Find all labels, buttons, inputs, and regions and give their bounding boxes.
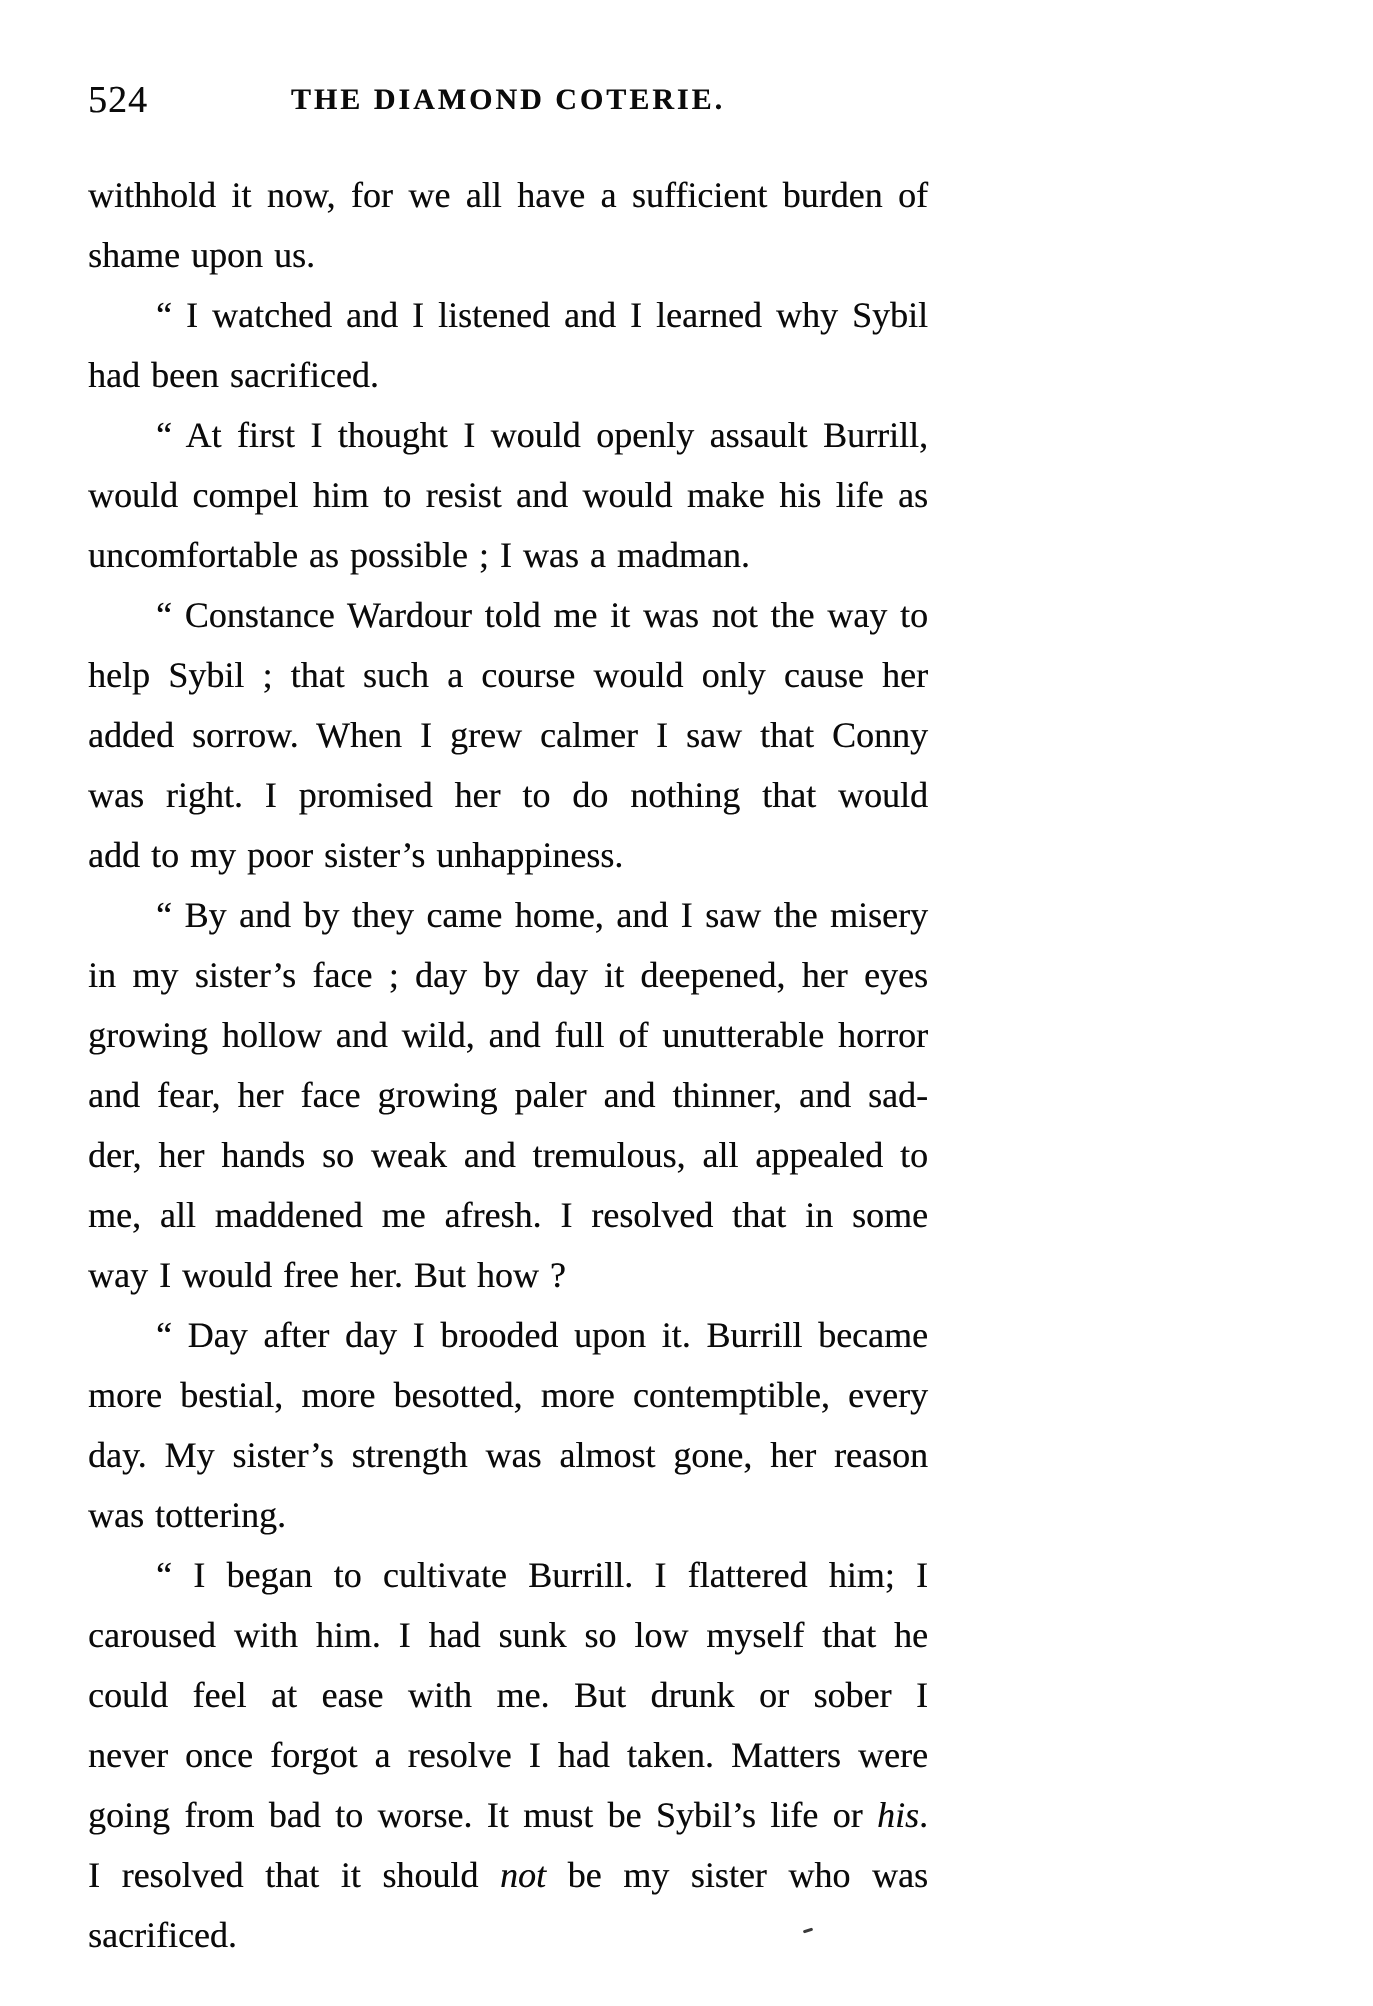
- running-title: THE DIAMOND COTERIE.: [290, 83, 726, 116]
- text-line: “ Constance Wardour told me it was not the way to: [156, 595, 928, 635]
- text-line: more bestial, more besotted, more contemptible, every: [88, 1375, 928, 1415]
- text-line: was right. I promised her to do nothing that would: [88, 775, 928, 815]
- text-line: “ At first I thought I would openly assault Burrill,: [156, 415, 928, 455]
- text-line: sacrificed.: [88, 1915, 237, 1955]
- text-line: would compel him to resist and would make his life as: [88, 475, 928, 515]
- text-line: could feel at ease with me. But drunk or sober I: [88, 1675, 928, 1715]
- text-line: der, her hands so weak and tremulous, all appealed to: [88, 1135, 928, 1175]
- text-line: had been sacrificed.: [88, 355, 379, 395]
- page-number: 524: [88, 79, 148, 121]
- text-line: was tottering.: [88, 1495, 286, 1535]
- text-line: shame upon us.: [88, 235, 315, 275]
- text-line: add to my poor sister’s unhappiness.: [88, 835, 624, 875]
- text-line: day. My sister’s strength was almost gone, her reason: [88, 1435, 928, 1475]
- text-line: never once forgot a resolve I had taken. Matters were: [88, 1735, 928, 1775]
- page-body: [88, 165, 928, 1965]
- text-line: caroused with him. I had sunk so low myself that he: [88, 1615, 928, 1655]
- text-line: I resolved that it should not be my sister who was: [88, 1855, 928, 1895]
- page-header: [88, 78, 928, 122]
- text-line: uncomfortable as possible ; I was a madman.: [88, 535, 750, 575]
- text-line: “ I began to cultivate Burrill. I flattered him; I: [156, 1555, 928, 1595]
- italic-text: not: [499, 1855, 546, 1895]
- text-line: help Sybil ; that such a course would only cause her: [88, 655, 928, 695]
- text-line: me, all maddened me afresh. I resolved that in some: [88, 1195, 928, 1235]
- text-line: “ Day after day I brooded upon it. Burrill became: [156, 1315, 928, 1355]
- text-line: in my sister’s face ; day by day it deepened, her eyes: [88, 955, 928, 995]
- italic-text: his: [876, 1795, 919, 1835]
- text-line: withhold it now, for we all have a sufficient burden of: [88, 175, 928, 215]
- text-line: “ By and by they came home, and I saw the misery: [156, 895, 928, 935]
- text-line: growing hollow and wild, and full of unutterable horror: [88, 1015, 928, 1055]
- text-line: and fear, her face growing paler and thinner, and sad-: [88, 1075, 928, 1115]
- text-line: way I would free her. But how ?: [88, 1255, 566, 1295]
- text-line: added sorrow. When I grew calmer I saw that Conny: [88, 715, 928, 755]
- text-line: going from bad to worse. It must be Sybil’s life or his.: [88, 1795, 928, 1835]
- text-line: “ I watched and I listened and I learned why Sybil: [156, 295, 928, 335]
